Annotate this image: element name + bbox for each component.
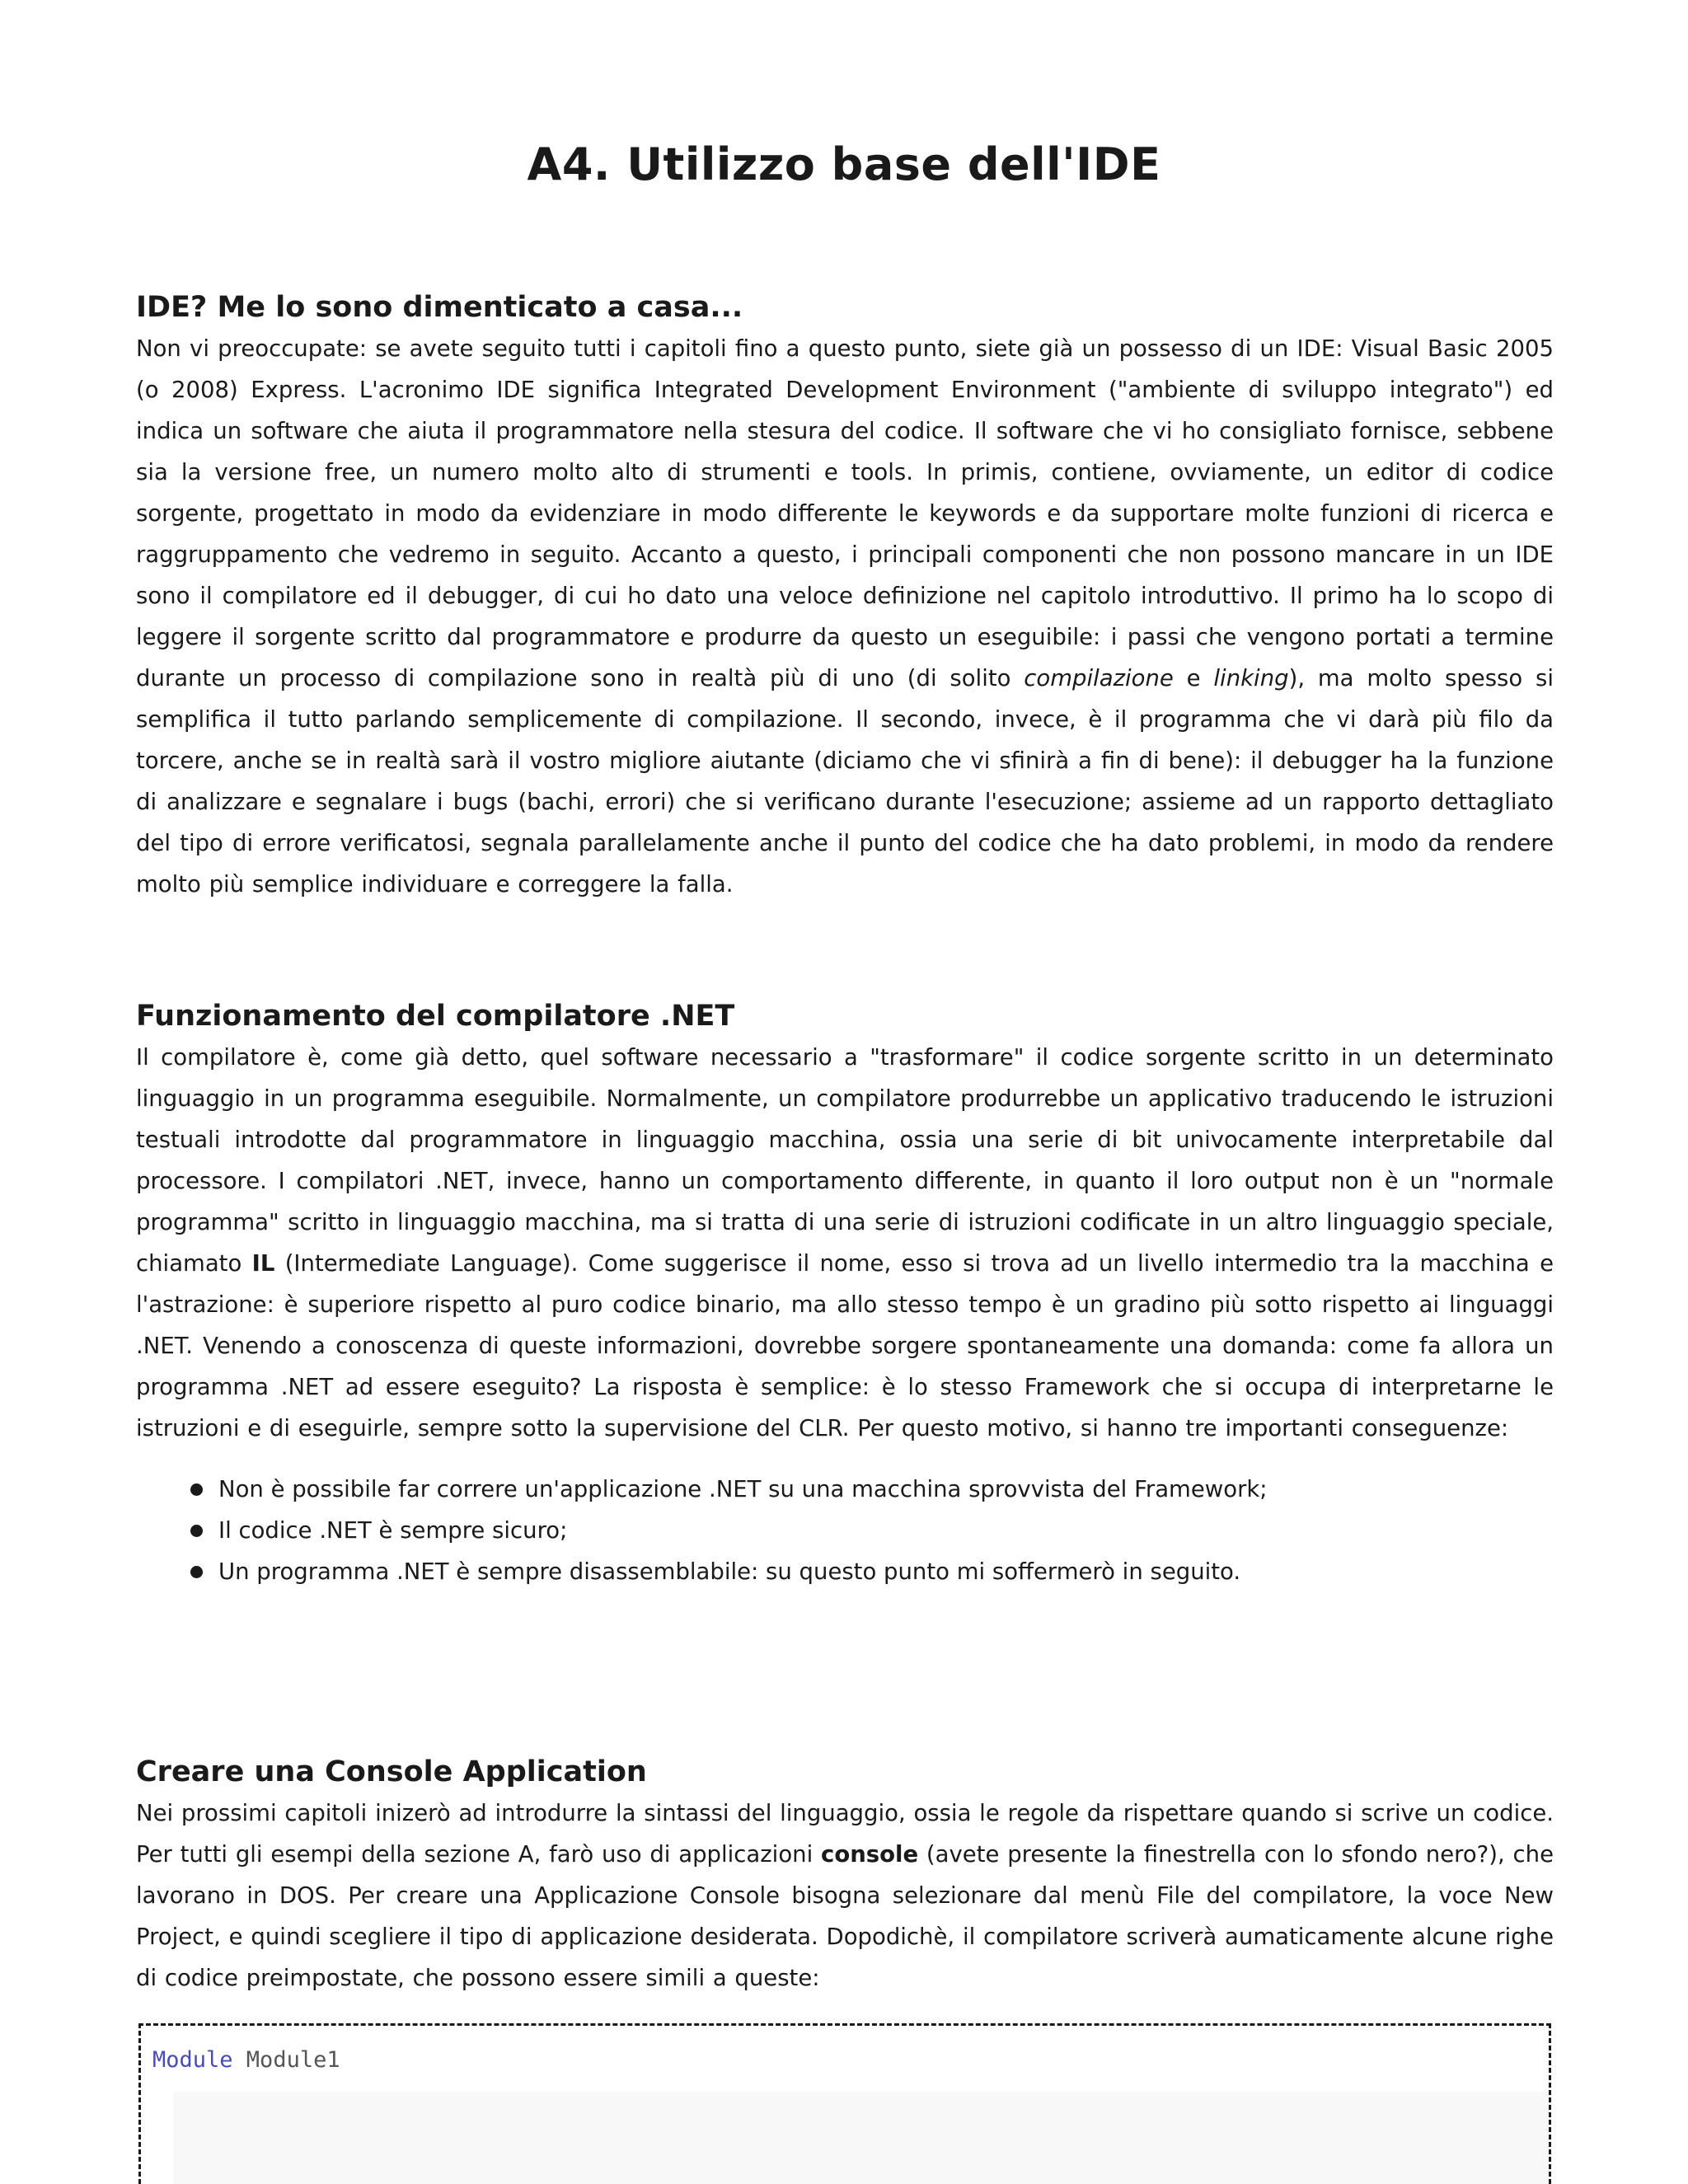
list-item-text: Il codice .NET è sempre sicuro; [218, 1517, 568, 1544]
bullet-icon [190, 1483, 203, 1496]
bullet-icon [190, 1566, 203, 1578]
paragraph-text: Il compilatore è, come già detto, quel software necessario a "trasformare" il codice sorgente scritto in un determinato linguaggio in un programma eseguibile. Normalmente, un compilatore produrrebbe un applicativo traducendo le istruzioni testuali introdotte dal programmatore in linguaggio macchina, ossia una serie di bit univocamente interpretabile dal processore. I compilatori .NET, invece, hanno un comportamento differente, in quanto il loro output non è un "normale programma" scritto in linguaggio macchina, ma si tratta di una serie di istruzioni codificate in un altro linguaggio speciale, chiamato [136, 1044, 1554, 1277]
section-heading-ide: IDE? Me lo sono dimenticato a casa... [136, 291, 743, 324]
paragraph-text: (Intermediate Language). Come suggerisce il nome, esso si trova ad un livello intermedio tra la macchina e l'astrazione: è superiore rispetto al puro codice binario, ma allo stesso tempo è un gradino più sotto rispetto ai linguaggi .NET. Venendo a conoscenza di queste informazioni, dovrebbe sorgere spontaneamente una domanda: come fa allora un programma .NET ad essere eseguito? La risposta è semplice: è lo stesso Framework che si occupa di interpretarne le istruzioni e di eseguirle, sempre sotto la supervisione del CLR. Per questo motivo, si hanno tre importanti conseguenze: [136, 1250, 1554, 1441]
section-heading-compiler: Funzionamento del compilatore .NET [136, 1000, 735, 1033]
strong-console: console [821, 1841, 919, 1868]
bullet-icon [190, 1525, 203, 1537]
section-paragraph-console [136, 1793, 1554, 1999]
list-item-text: Un programma .NET è sempre disassemblabile: su questo punto mi soffermerò in seguito. [218, 1558, 1241, 1585]
section-compiler [136, 996, 1554, 1592]
section-paragraph-ide [136, 328, 1554, 905]
list-item [190, 1510, 1554, 1551]
section-ide [136, 287, 1554, 905]
list-item [190, 1551, 1554, 1592]
section-console [136, 1751, 1554, 1999]
list-item-text: Non è possibile far correre un'applicazione .NET su una macchina sprovvista del Framework; [218, 1476, 1268, 1502]
code-line [152, 2044, 340, 2077]
page-title: A4. Utilizzo base dell'IDE [527, 138, 1161, 190]
emphasis-compilazione: compilazione [1024, 665, 1174, 691]
section-heading-console: Creare una Console Application [136, 1755, 647, 1788]
code-keyword: Module [152, 2047, 233, 2073]
paragraph-text: Nei prossimi capitoli inizerò ad introdurre la sintassi del linguaggio, ossia le regole da rispettare quando si scrive un codice. Per tutti gli esempi della sezione A, farò uso di applicazioni [136, 1800, 1554, 1868]
paragraph-text: (avete presente la finestrella con lo sfondo nero?), che lavorano in DOS. Per creare una Applicazione Console bisogna selezionare dal menù File del compilatore, la voce New Project, e quindi scegliere il tipo di applicazione desiderata. Dopodichè, il compilatore scriverà aumaticamente alcune righe di codice preimpostate, che possono essere simili a queste: [136, 1841, 1554, 1991]
paragraph-text: Non vi preoccupate: se avete seguito tutti i capitoli fino a questo punto, siete già un possesso di un IDE: Visual Basic 2005 (o 2008) Express. L'acronimo IDE significa Integrated Development Environment ("ambiente di sviluppo integrato") ed indica un software che aiuta il programmatore nella stesura del codice. Il software che vi ho consigliato fornisce, sebbene sia la versione free, un numero molto alto di strumenti e tools. In primis, contiene, ovviamente, un editor di codice sorgente, progettato in modo da evidenziare in modo differente le keywords e da supportare molte funzioni di ricerca e raggruppamento che vedremo in seguito. Accanto a questo, i principali componenti che non possono mancare in un IDE sono il compilatore ed il debugger, di cui ho dato una veloce definizione nel capitolo introduttivo. Il primo ha lo scopo di leggere il sorgente scritto dal programmatore e produrre da questo un eseguibile: i passi che vengono portati a termine durante un processo di compilazione sono in realtà più di uno (di solito [136, 335, 1554, 691]
code-identifier: Module1 [232, 2047, 340, 2073]
paragraph-text: e [1173, 665, 1214, 691]
code-block [138, 2023, 1551, 2184]
list-item [190, 1469, 1554, 1510]
paragraph-text: ), ma molto spesso si semplifica il tutto parlando semplicemente di compilazione. Il secondo, invece, è il programma che vi darà più filo da torcere, anche se in realtà sarà il vostro migliore aiutante (diciamo che vi sfinirà a fin di bene): il debugger ha la funzione di analizzare e segnalare i bugs (bachi, errori) che si verificano durante l'esecuzione; assieme ad un rapporto dettagliato del tipo di errore verificatosi, segnala parallelamente anche il punto del codice che ha dato problemi, in modo da rendere molto più semplice individuare e correggere la falla. [136, 665, 1554, 898]
emphasis-linking: linking [1213, 665, 1289, 691]
section-paragraph-compiler [136, 1037, 1554, 1449]
consequences-list [136, 1469, 1554, 1592]
strong-il: IL [251, 1250, 275, 1277]
